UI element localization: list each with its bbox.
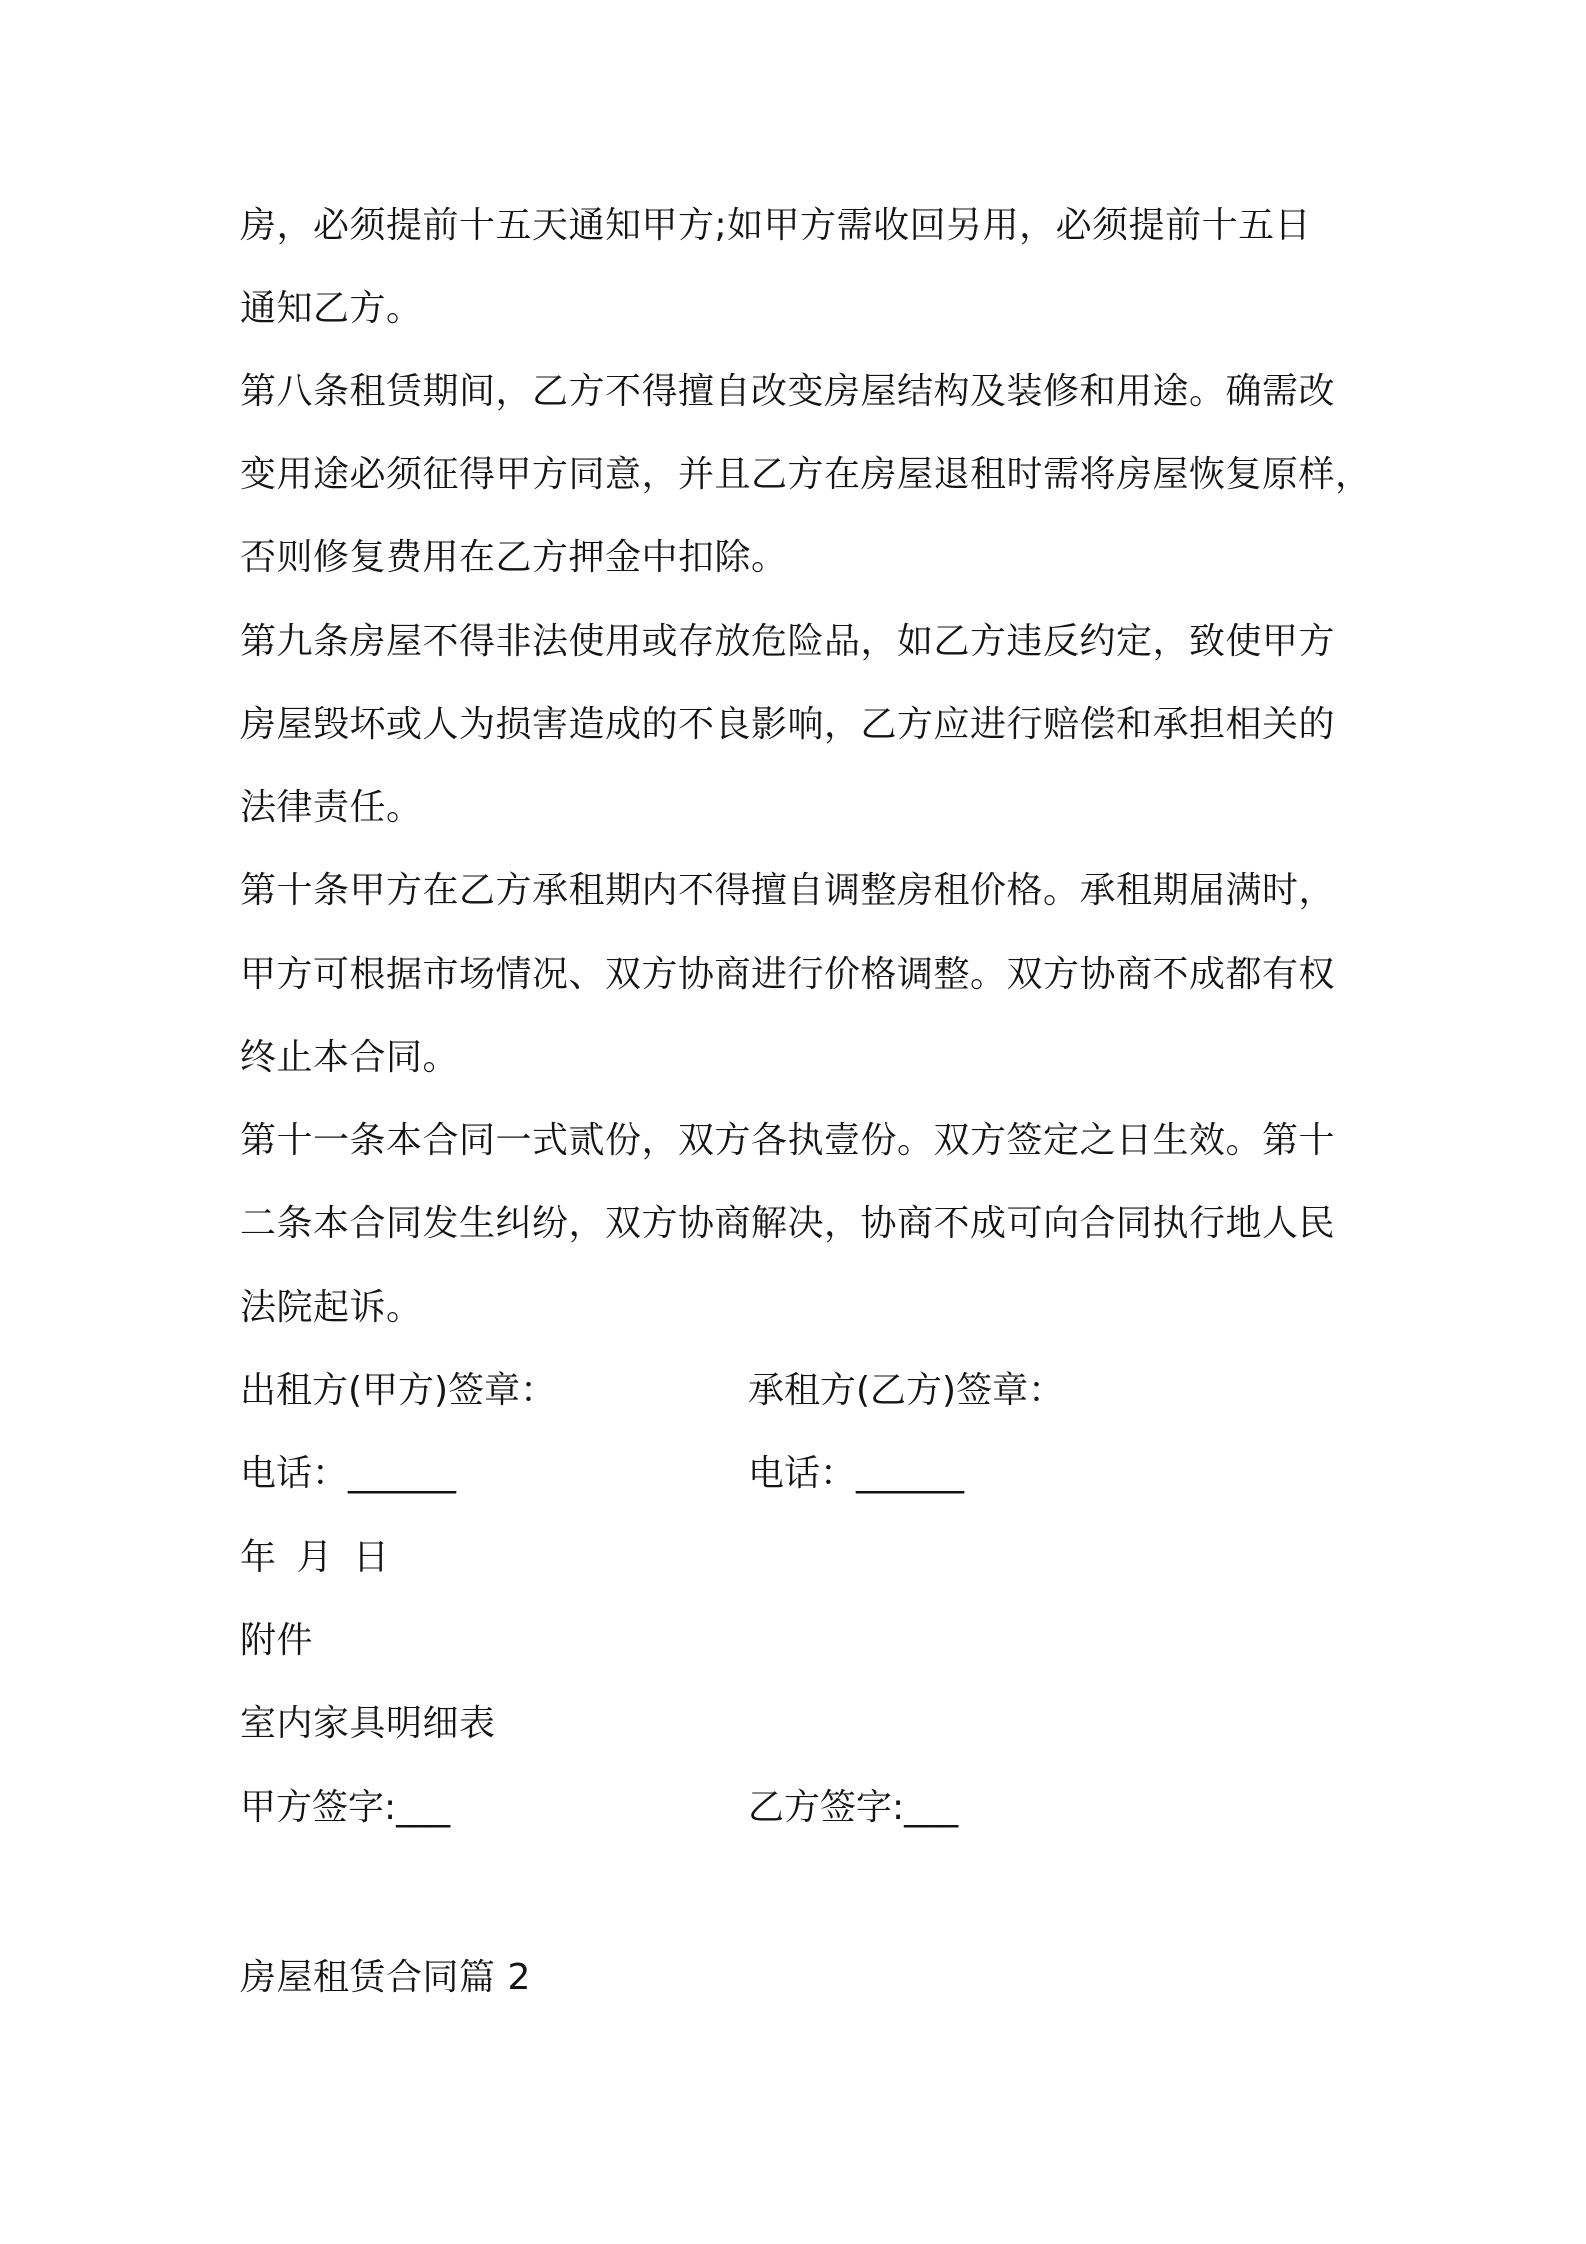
paragraph-line: 房，必须提前十五天通知甲方;如甲方需收回另用，必须提前十五日: [240, 205, 1312, 246]
lessor-signature-label: 出租方(甲方)签章：: [240, 1370, 557, 1411]
date-month: 月: [296, 1537, 334, 1578]
article-10-line: 甲方可根据市场情况、双方协商进行价格调整。双方协商不成都有权: [240, 954, 1336, 995]
party-a-signature: 甲方签字:___: [240, 1787, 451, 1828]
article-11-line: 第十一条本合同一式贰份，双方各执壹份。双方签定之日生效。第十: [240, 1120, 1336, 1161]
lessee-phone-field: 电话：______: [748, 1453, 965, 1494]
article-9-line: 法律责任。: [240, 787, 423, 828]
article-8-line: 变用途必须征得甲方同意，并且乙方在房屋退租时需将房屋恢复原样，: [240, 454, 1372, 495]
signature-row: [240, 1361, 1360, 1421]
attachment-label: 附件: [240, 1620, 314, 1661]
date-line: [240, 1528, 410, 1588]
paragraph-line: 通知乙方。: [240, 288, 423, 329]
article-8-line: 否则修复费用在乙方押金中扣除。: [240, 537, 788, 578]
date-year: 年: [240, 1537, 277, 1578]
article-11-line: 法院起诉。: [240, 1287, 423, 1328]
article-10-line: 终止本合同。: [240, 1037, 460, 1078]
lessor-phone-field: 电话：______: [240, 1453, 457, 1494]
article-11-line: 二条本合同发生纠纷，双方协商解决，协商不成可向合同执行地人民: [240, 1203, 1336, 1244]
lessee-signature-label: 承租方(乙方)签章：: [748, 1370, 1065, 1411]
article-9-line: 房屋毁坏或人为损害造成的不良影响，乙方应进行赔偿和承担相关的: [240, 704, 1336, 745]
phone-row: [240, 1444, 1360, 1504]
article-8-line: 第八条租赁期间，乙方不得擅自改变房屋结构及装修和用途。确需改: [240, 371, 1336, 412]
article-10-line: 第十条甲方在乙方承租期内不得擅自调整房租价格。承租期届满时，: [240, 870, 1336, 911]
article-9-line: 第九条房屋不得非法使用或存放危险品，如乙方违反约定，致使甲方: [240, 621, 1336, 662]
attachment-signature-row: [240, 1778, 1360, 1838]
date-day: 日: [353, 1537, 390, 1578]
party-b-signature: 乙方签字:___: [748, 1787, 959, 1828]
attachment-title: 室内家具明细表: [240, 1703, 496, 1744]
section-title: 房屋租赁合同篇 2: [240, 1957, 531, 1998]
